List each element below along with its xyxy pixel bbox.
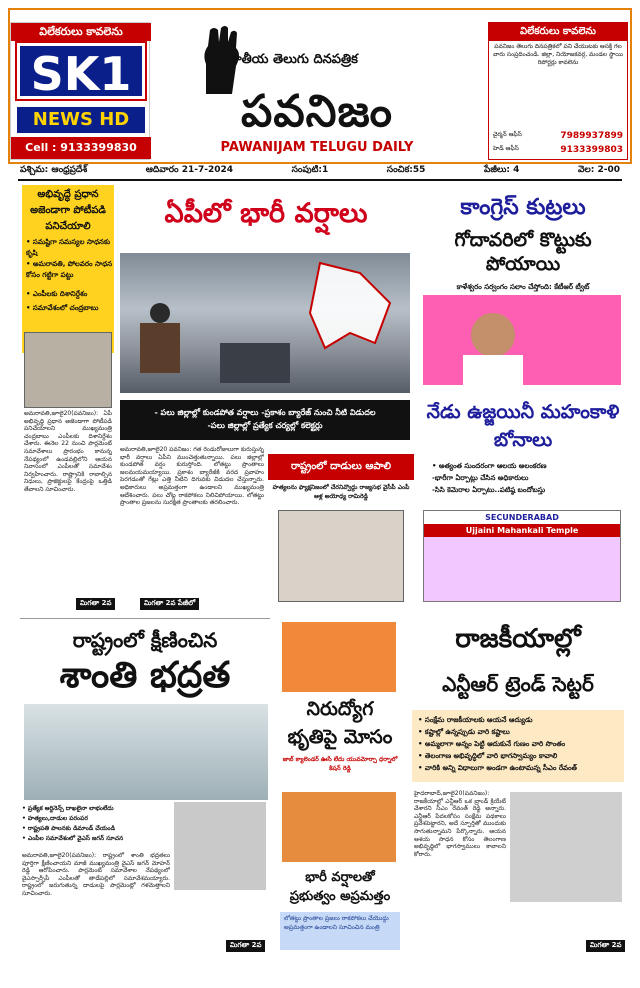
bottom-left-body: అమరావతి,జూలై20(పవనిజం): రాష్ట్రంలో శాంతి భద్రతలు పూర్తిగా క్షీణించాయని మాజీ ముఖ్యమంత్రి వైఎస్ జగన్ మోహన్ రెడ్డి ఆరోపించారు. పార్లమెంట్ సమావేశాల నేపథ్యంలో వైఎస్సార్సీపీ ఎంపీలతో తాడేపల్లిలో సమావేశమయ్యారు. రాష్ట్రంలో జరుగుతున్న దాడులపై పార్లమెంట్లో గళమెత్తాలని సూచించారు. [22,852,170,897]
bottom-left-continued-tag: మిగతా 2వ [226,940,265,952]
info-price: వెల: 2-00 [577,165,620,175]
section-divider [20,618,270,619]
br-bullet-1: • సంక్షేమ రాజకీయాలకు ఆయనే ఆద్యుడు [418,716,533,724]
main-headline: ఏపీలో భారీ వర్షాలు [164,198,368,229]
bottom-center-footer [280,912,400,950]
main-continued-tag: మిగతా 2వ పేజీలో [140,598,199,610]
center-box-headline: రాష్ట్రంలో దాడులు ఆపాలి [268,454,414,480]
ktr-photo [423,295,621,385]
bl-bullet-1: • ప్రత్యేక ఆర్డినెన్స్ దాఖలైనా లాభంలేదు [22,805,114,812]
left-continued-tag: మిగతా 2వ [76,598,115,610]
bottom-right-headline-2: ఎన్టీఆర్ ట్రెండ్ సెట్టర్ [442,672,594,696]
left-story-body: అమరావతి,జూలై20(పవనిజం): ఏపీ అభివృద్ధి ప్రధాన అజెండాగా పోటీపడి పనిచేయాలని ముఖ్యమంత్రి చంద్రబాబు ఎంపీలకు దిశానిర్దేశం చేశారు. ఈనెల 22 నుంచి పార్లమెంట్ సమావేశాలు ప్రారంభం కానున్న నేపథ్యంలో ఉండవల్లిలోని ఆయన నివాసంలో ఎంపీలతో సమావేశం నిర్వహించారు. రాష్ట్రానికి రావాల్సిన నిధులు, ప్రాజెక్టులపై కేంద్రంపై ఒత్తిడి తేవాలని సూచించారు. [24,410,112,493]
sk1-news-logo [10,22,150,160]
logo-text: SK1 [17,43,145,99]
right-ad-header: విలేకరులు కావలెను [489,23,627,41]
bonalu-bullets [432,460,622,496]
bjp-protest-photo [282,792,396,862]
br-bullet-5: • వారికి అన్ని విధాలుగా అండగా ఉంటామన్న సీఎం రేవంత్ [418,764,577,772]
bottom-right-headline-1: రాజకీయాల్లో [455,624,581,654]
bc-headline-2: భృతిపై మోసం [287,726,393,748]
caption-line-2: -పలు జిల్లాల్లో ప్రత్యేక చర్యల్లో కలెక్టర్లు [207,421,323,430]
masthead-english-title: PAWANIJAM TELUGU DAILY [220,140,414,155]
chandrababu-photo [24,332,112,408]
br-bullet-3: • అమ్మలాగా అన్నం పెట్టి ఆదుకునే గుణం వారి సొంతం [418,740,566,748]
bottom-right-continued-tag: మిగతా 2వ [586,940,625,952]
masthead-title: పవనిజం [241,86,393,137]
caption-line-1: - పలు జిల్లాల్లో కుండపోత వర్షాలు -ప్రకాశం బ్యారేజ్ నుంచి నీటి విడుదల [154,408,376,417]
right-headline-3: నేడు ఉజ్జయినీ మహంకాళి బోనాలు [426,401,620,451]
contact2-label: హెడ్ ఆఫీస్ [493,145,519,152]
br-bullet-4: • తెలంగాణ అభివృద్ధిలో వారి భాగస్వామ్యం కావాలి [418,752,558,760]
jagan-photo [174,802,266,890]
temple-label-1: SECUNDERABAD [424,511,620,524]
bottom-right-bullets [412,710,624,782]
bottom-center-sub: జాబ్ క్యాలెండర్ ఊసే లేదు యువమోర్చా ధర్నాలో కిషన్ రెడ్డి [282,756,398,772]
info-bar [18,165,622,181]
bottom-left-headline-2: శాంతి భద్రత [59,655,231,696]
center-box-sub: హత్యలను ఫ్యాక్షనిజంలో చేరనివ్వొద్దు రాజ్యసభ వైసీపీ ఎంపీ ఆళ్ల అయోధ్య రామిరెడ్డి [272,484,410,500]
left-bullet-4: • సమావేశంలో చంద్రబాబు [26,304,99,312]
left-story-headline: అభివృద్ధే ప్రధాన అజెండాగా పోటీపడి పనిచేయాలి [30,189,106,232]
ktr-photo-art [423,295,621,385]
kishan-reddy-photo [282,622,396,692]
left-bullet-1: • సమష్టిగా సమస్యల సాధనకు కృషి [26,238,111,257]
contact1-label: చైర్మన్ ఆఫీస్ [493,131,522,138]
info-volume: సంపుటి:1 [291,165,329,175]
masthead-title-box [158,22,476,160]
info-place: పశ్చిమ: ఆంధ్రప్రదేశ్ [20,165,88,175]
logo-cell: Cell : 9133399830 [11,137,151,159]
bonalu-bullet-3: -సిసి కెమెరాల ఏర్పాటు..పటిష్ఠ బందోబస్తు [432,486,546,494]
revanth-reddy-photo [510,792,622,902]
right-headline-2: గోదావరిలో కొట్టుకు పోయాయి [454,229,592,275]
bottom-center-headline-2 [280,868,400,906]
right-ad-box [488,22,628,160]
contact1-phone: 7989937899 [560,131,623,141]
info-issue: సంచిక:55 [386,165,426,175]
right-sub: కాళేశ్వరం సర్వంగం సలాం చేస్తోంది: కేటీఆర్ ట్వీట్ [456,283,590,291]
bc-headline-4: ప్రభుత్వం అప్రమత్తం [289,889,391,904]
left-story-box [22,185,114,353]
br-bullet-2: • కష్టాల్లో ఉన్నప్పుడు వారి కష్టాలు [418,728,510,736]
right-headline-1: కాంగ్రెస్ కుట్రలు [460,195,586,220]
bc-headline-1: నిరుద్యోగ [306,698,374,720]
right-ad-body: పవనిజం తెలుగు దినపత్రికలో పని చేయుటకు ఆసక్తి గల వారు సంప్రదించండి. జిల్లా, నియోజకవర్గ, మండల స్థాయి రిపోర్టర్లు కావలెను [493,43,623,67]
bl-bullet-3: • రాష్ట్రపతి పాలనకు డిమాండ్ చేయండి [22,825,116,832]
rain-photo [120,253,410,393]
rain-photo-art [120,253,410,393]
main-story-body: అమరావతి,జూలై20 పవనిజం: గత రెండురోజులుగా కురుస్తున్న భారీ వర్షాలు ఏపీని ముంచెత్తుతున్నాయి. పలు జిల్లాల్లో కుండపోత వర్షం కురుస్తోంది. లోతట్టు ప్రాంతాలు జలమయమయ్యాయి. ప్రకాశం బ్యారేజీకి వరద ప్రవాహం పెరగడంతో గేట్లు ఎత్తి నీటిని దిగువకు విడుదల చేస్తున్నారు. అధికారులు అప్రమత్తంగా ఉండాలని ముఖ్యమంత్రి ఆదేశించారు. పలు చోట్ల రాకపోకలు నిలిచిపోయాయి. లోతట్టు ప్రాంతాల ప్రజలను సురక్షిత ప్రాంతాలకు తరలించారు. [120,446,264,507]
meeting-photo [24,704,268,800]
bottom-right-body: హైదరాబాద్,జూలై20(పవనిజం): రాజకీయాల్లో ఎన్టీఆర్ ఒక బ్రాండ్ క్రియేట్ చేశారని సీఎం రేవంత్ రెడ్డి అన్నారు. ఎన్టీఆర్ పేదలకోసం సంక్షేమ పథకాలు ప్రవేశపెట్టారని, అదే స్ఫూర్తితో ముందుకు సాగుతున్నామని పేర్కొన్నారు. ఆయన ఆశయ సాధన కోసం తెలంగాణ అభివృద్ధిలో భాగస్వాములు కావాలని కోరారు. [414,790,506,858]
bc-footer-text: లోతట్టు ప్రాంతాల ప్రజలు రాకపోకలు చేయొద్దు అప్రమత్తంగా ఉండాలని సూచించిన మంత్రి [284,915,389,931]
bl-bullet-2: • హత్యలు,దాడుల పరంపర [22,815,88,822]
info-date: ఆదివారం 21-7-2024 [145,165,234,175]
masthead-tagline: జాతీయ తెలుగు దినపత్రిక [228,52,358,67]
bonalu-bullet-2: -భారీగా ఏర్పాట్లు చేసిన అధికారులు [432,474,529,482]
bottom-left-headline-1: రాష్ట్రంలో క్షీణించిన [72,628,218,652]
logo-sub: NEWS HD [17,107,145,133]
bottom-left-bullets [22,804,162,848]
bc-headline-3: భారీ వర్షాలతో [305,870,375,885]
left-bullet-2: • అమరావతి, పోలవరం సాధన కోసం గట్టిగా పట్టు [26,260,113,279]
right-ad-contact-1 [493,131,623,141]
bonalu-bullet-1: • అత్యంత సుందరంగా ఆలయ అలంకరణ [432,462,547,470]
bl-bullet-4: • ఎంపీల సమావేశంలో వైఎస్ జగన్ సూచన [22,835,124,842]
bottom-center-headline [280,695,400,751]
info-pages: పేజీలు: 4 [483,165,520,175]
right-ad-contact-2 [493,145,623,155]
left-ad-header: విలేకరులు కావలెను [11,23,151,41]
left-bullet-3: • ఎంపీలకు దిశానిర్దేశం [26,290,88,298]
temple-label-2: Ujjaini Mahankali Temple [424,524,620,537]
main-caption [120,400,410,440]
contact2-phone: 9133399803 [560,145,623,155]
temple-photo [423,510,621,602]
mp-photo [278,510,404,602]
